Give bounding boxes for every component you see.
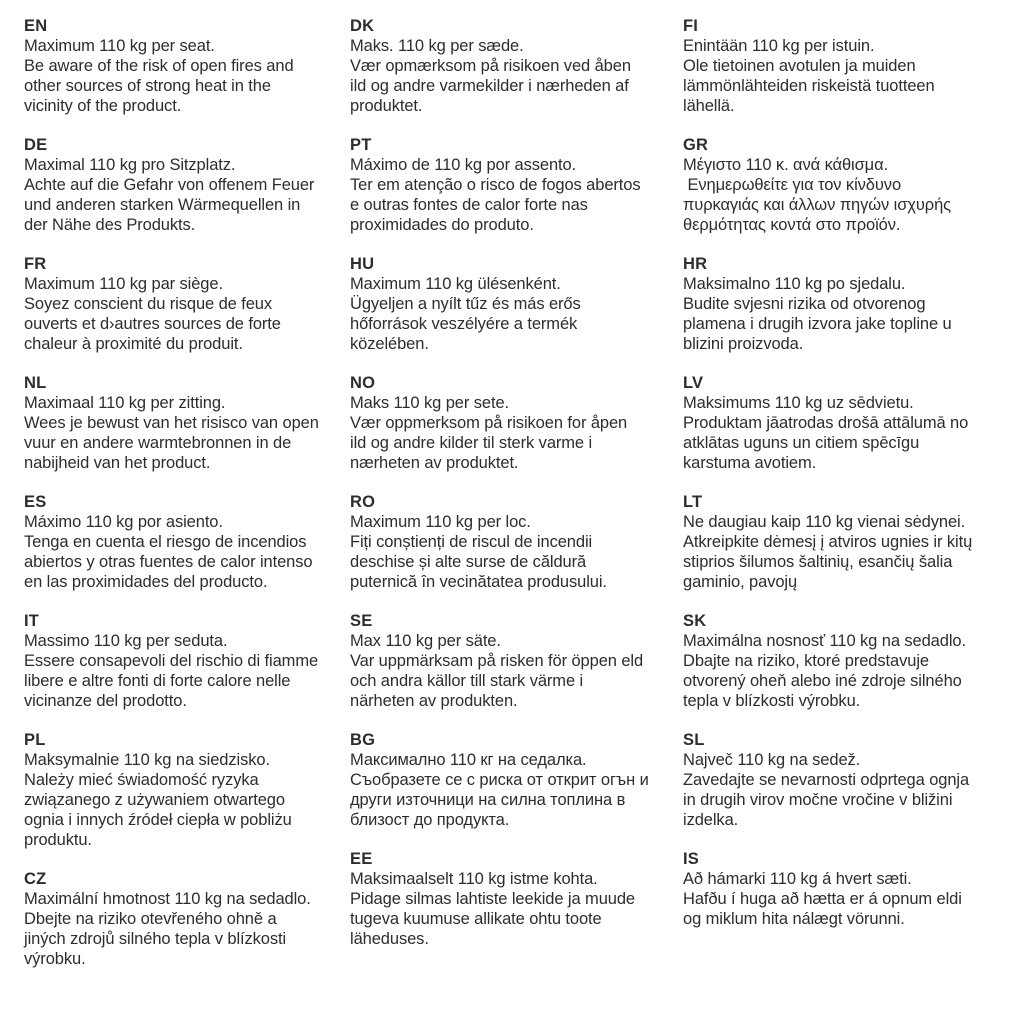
language-text: [350, 274, 683, 354]
language-block-fr: [24, 254, 350, 354]
text-line: izdelka.: [683, 811, 739, 829]
text-line: други източници на силна топлина в: [350, 791, 626, 809]
text-line: läheduses.: [350, 930, 429, 948]
text-line: Atkreipkite dėmesį į atviros ugnies ir kitų: [683, 533, 973, 551]
language-code: FR: [24, 255, 47, 273]
text-line: Maximaal 110 kg per zitting.: [24, 394, 226, 412]
text-line: Fiți conștienți de riscul de incendii: [350, 533, 593, 551]
text-line: e outras fontes de calor forte nas: [350, 196, 588, 214]
text-line: Enintään 110 kg per istuin.: [683, 37, 875, 55]
column-3: [683, 16, 1000, 1024]
text-line: produktet.: [350, 97, 423, 115]
language-code: GR: [683, 136, 709, 154]
text-line: Be aware of the risk of open fires and: [24, 57, 294, 75]
column-1: [24, 16, 350, 1024]
text-line: ild og andre varmekilder i nærheden af: [350, 77, 629, 95]
language-code: HR: [683, 255, 708, 273]
text-line: Achte auf die Gefahr von offenem Feuer: [24, 176, 315, 194]
text-line: other sources of strong heat in the: [24, 77, 271, 95]
text-line: Največ 110 kg na sedež.: [683, 751, 861, 769]
language-code: CZ: [24, 870, 47, 888]
text-line: puternică în vecinătatea produsului.: [350, 573, 607, 591]
language-text: [350, 750, 683, 830]
text-line: Maksymalnie 110 kg na siedzisko.: [24, 751, 270, 769]
language-block-fi: [683, 16, 1000, 116]
language-text: [683, 512, 1000, 592]
language-block-lt: [683, 492, 1000, 592]
text-line: Maximum 110 kg par siège.: [24, 275, 223, 293]
text-line: lämmönlähteiden riskeistä tuotteen: [683, 77, 935, 95]
text-line: lähellä.: [683, 97, 735, 115]
text-line: Máximo 110 kg por asiento.: [24, 513, 223, 531]
text-line: karstuma avotiem.: [683, 454, 817, 472]
language-code: PT: [350, 136, 372, 154]
text-line: Var uppmärksam på risken för öppen eld: [350, 652, 644, 670]
language-block-gr: [683, 135, 1000, 235]
text-line: ognia i innych źródeł ciepła w pobliżu: [24, 811, 292, 829]
language-block-hu: [350, 254, 683, 354]
text-line: közelében.: [350, 335, 429, 353]
text-line: Maximálna nosnosť 110 kg na sedadlo.: [683, 632, 966, 650]
language-text: [24, 512, 350, 592]
text-line: Ole tietoinen avotulen ja muiden: [683, 57, 916, 75]
language-text: [24, 393, 350, 473]
text-line: Maksimaalselt 110 kg istme kohta.: [350, 870, 598, 888]
language-text: [350, 869, 683, 949]
text-line: og miklum hita nálægt vörunni.: [683, 910, 905, 928]
text-line: θερμότητας κοντά στο προϊόν.: [683, 216, 901, 234]
text-line: Max 110 kg per säte.: [350, 632, 501, 650]
text-line: Massimo 110 kg per seduta.: [24, 632, 228, 650]
language-block-de: [24, 135, 350, 235]
language-text: [683, 750, 1000, 830]
language-code: DE: [24, 136, 48, 154]
text-line: nærheten av produktet.: [350, 454, 519, 472]
language-block-dk: [350, 16, 683, 116]
text-line: Að hámarki 110 kg á hvert sæti.: [683, 870, 912, 888]
text-line: ouverts et d›autres sources de forte: [24, 315, 281, 333]
language-text: [350, 393, 683, 473]
language-block-bg: [350, 730, 683, 830]
language-block-pt: [350, 135, 683, 235]
text-line: otvorený oheň alebo iné zdroje silného: [683, 672, 962, 690]
language-code: SL: [683, 731, 705, 749]
text-line: Maks 110 kg per sete.: [350, 394, 510, 412]
text-line: Hafðu í huga að hætta er á opnum eldi: [683, 890, 962, 908]
language-block-se: [350, 611, 683, 711]
language-block-no: [350, 373, 683, 473]
language-block-it: [24, 611, 350, 711]
text-line: en las proximidades del producto.: [24, 573, 268, 591]
text-line: Zavedajte se nevarnosti odprtega ognja: [683, 771, 970, 789]
language-code: EN: [24, 17, 48, 35]
text-line: Budite svjesni rizika od otvorenog: [683, 295, 926, 313]
text-line: Essere consapevoli del rischio di fiamme: [24, 652, 319, 670]
text-line: Maks. 110 kg per sæde.: [350, 37, 524, 55]
text-line: abiertos y otras fuentes de calor intenso: [24, 553, 313, 571]
text-line: Μέγιστο 110 κ. ανά κάθισμα.: [683, 156, 889, 174]
text-line: tepla v blízkosti výrobku.: [683, 692, 861, 710]
column-2: [350, 16, 683, 1024]
language-text: [683, 155, 1000, 235]
language-text: [24, 631, 350, 711]
text-line: chaleur à proximité du produit.: [24, 335, 243, 353]
language-text: [24, 155, 350, 235]
text-line: stiprios šilumos šaltinių, esančių šalia: [683, 553, 953, 571]
text-line: deschise și alte surse de căldură: [350, 553, 587, 571]
text-line: Tenga en cuenta el riesgo de incendios: [24, 533, 307, 551]
text-line: Ter em atenção o risco de fogos abertos: [350, 176, 641, 194]
language-code: IS: [683, 850, 699, 868]
language-text: [24, 750, 350, 850]
language-block-ro: [350, 492, 683, 592]
text-line: vuur en andere warmtebronnen in de: [24, 434, 292, 452]
language-text: [350, 631, 683, 711]
language-code: LT: [683, 493, 703, 511]
text-line: hőforrások veszélyére a termék: [350, 315, 578, 333]
text-line: und anderen starken Wärmequellen in: [24, 196, 301, 214]
language-code: FI: [683, 17, 699, 35]
language-block-es: [24, 492, 350, 592]
text-line: Pidage silmas lahtiste leekide ja muude: [350, 890, 636, 908]
text-line: närheten av produkten.: [350, 692, 518, 710]
language-text: [683, 631, 1000, 711]
language-text: [24, 274, 350, 354]
text-line: libere e altre fonti di forte calore nelle: [24, 672, 291, 690]
language-block-nl: [24, 373, 350, 473]
language-code: EE: [350, 850, 373, 868]
text-line: Produktam jāatrodas drošā attālumā no: [683, 414, 969, 432]
text-line: Maximal 110 kg pro Sitzplatz.: [24, 156, 236, 174]
language-text: [350, 155, 683, 235]
language-code: SE: [350, 612, 373, 630]
text-line: Ne daugiau kaip 110 kg vienai sėdynei.: [683, 513, 966, 531]
text-line: vicinanze del prodotto.: [24, 692, 187, 710]
language-block-hr: [683, 254, 1000, 354]
text-line: Maksimalno 110 kg po sjedalu.: [683, 275, 906, 293]
language-block-ee: [350, 849, 683, 949]
text-line: der Nähe des Produkts.: [24, 216, 196, 234]
language-block-pl: [24, 730, 350, 850]
language-block-sl: [683, 730, 1000, 830]
text-line: Należy mieć świadomość ryzyka: [24, 771, 259, 789]
text-line: Wees je bewust van het risisco van open: [24, 414, 319, 432]
language-block-en: [24, 16, 350, 116]
text-line: Vær opmærksom på risikoen ved åben: [350, 57, 631, 75]
text-line: Máximo de 110 kg por assento.: [350, 156, 577, 174]
language-code: ES: [24, 493, 47, 511]
text-line: produktu.: [24, 831, 92, 849]
language-code: PL: [24, 731, 46, 749]
language-text: [24, 889, 350, 969]
language-code: LV: [683, 374, 704, 392]
text-line: Dbejte na riziko otevřeného ohně a: [24, 910, 277, 928]
language-code: BG: [350, 731, 376, 749]
text-line: Maksimums 110 kg uz sēdvietu.: [683, 394, 914, 412]
language-text: [350, 512, 683, 592]
language-block-is: [683, 849, 1000, 929]
text-line: jiných zdrojů silného tepla v blízkosti: [24, 930, 287, 948]
text-line: blizini proizvoda.: [683, 335, 804, 353]
text-line: Dbajte na riziko, ktoré predstavuje: [683, 652, 929, 670]
language-text: [683, 36, 1000, 116]
language-text: [350, 36, 683, 116]
language-code: IT: [24, 612, 40, 630]
text-line: gaminio, pavojų: [683, 573, 798, 591]
language-code: DK: [350, 17, 375, 35]
text-line: Ενημερωθείτε για τον κίνδυνο: [683, 176, 902, 194]
language-block-lv: [683, 373, 1000, 473]
text-line: Ügyeljen a nyílt tűz és más erős: [350, 295, 581, 313]
text-line: Soyez conscient du risque de feux: [24, 295, 273, 313]
language-text: [24, 36, 350, 116]
text-line: Maximum 110 kg ülésenként.: [350, 275, 561, 293]
text-line: ild og andre kilder til sterk varme i: [350, 434, 593, 452]
text-line: tugeva kuumuse allikate ohtu toote: [350, 910, 602, 928]
text-line: związanego z używaniem otwartego: [24, 791, 285, 809]
language-text: [683, 393, 1000, 473]
text-line: близост до продукта.: [350, 811, 510, 829]
language-text: [683, 869, 1000, 929]
text-line: Съобразете се с риска от открит огън и: [350, 771, 649, 789]
language-text: [683, 274, 1000, 354]
language-code: NO: [350, 374, 376, 392]
language-block-cz: [24, 869, 350, 969]
text-line: in drugih virov močne vročine v bližini: [683, 791, 953, 809]
text-line: Maximální hmotnost 110 kg na sedadlo.: [24, 890, 311, 908]
text-line: proximidades do produto.: [350, 216, 534, 234]
text-line: Maximum 110 kg per loc.: [350, 513, 531, 531]
text-line: plamena i drugih izvora jake topline u: [683, 315, 952, 333]
language-code: HU: [350, 255, 375, 273]
text-line: atklātas uguns un citiem spēcīgu: [683, 434, 920, 452]
text-line: Vær oppmerksom på risikoen for åpen: [350, 414, 628, 432]
language-block-sk: [683, 611, 1000, 711]
text-line: výrobku.: [24, 950, 86, 968]
text-line: nabijheid van het product.: [24, 454, 211, 472]
text-line: vicinity of the product.: [24, 97, 182, 115]
language-code: SK: [683, 612, 707, 630]
language-code: RO: [350, 493, 376, 511]
text-line: Maximum 110 kg per seat.: [24, 37, 215, 55]
text-line: och andra källor till stark värme i: [350, 672, 584, 690]
text-line: πυρκαγιάς και άλλων πηγών ισχυρής: [683, 196, 951, 214]
language-code: NL: [24, 374, 47, 392]
text-line: Максимално 110 кг на седалка.: [350, 751, 587, 769]
